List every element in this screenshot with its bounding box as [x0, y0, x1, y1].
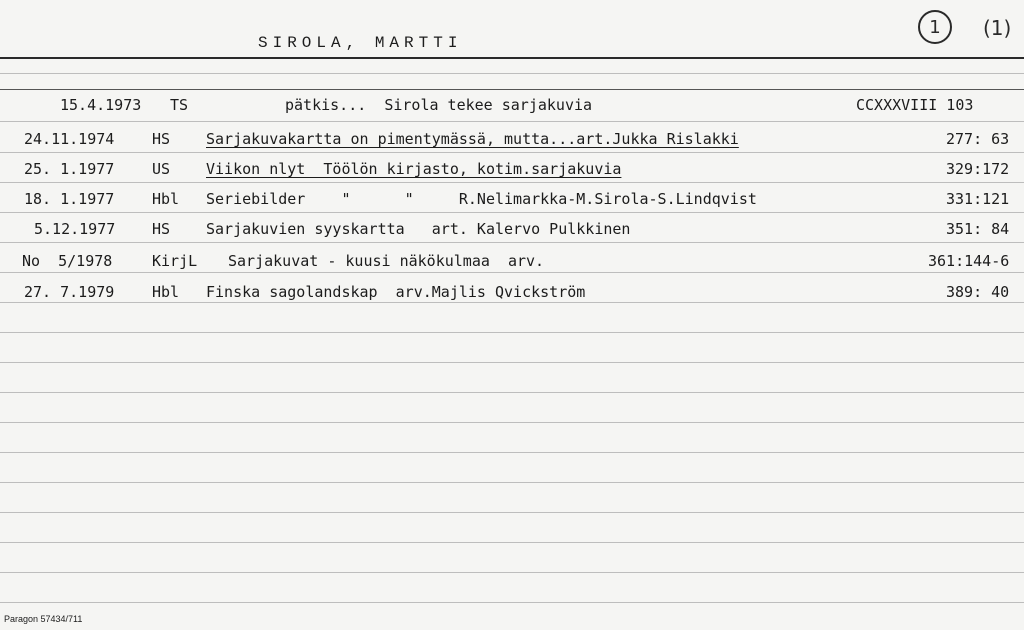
rule-line [0, 422, 1024, 423]
rule-line [0, 512, 1024, 513]
rule-line [0, 182, 1024, 183]
entry-text: Sarjakuvakartta on pimentymässä, mutta...art.Jukka Rislakki [206, 130, 739, 148]
entry-ref: 277: 63 [946, 130, 1010, 148]
rule-line [0, 152, 1024, 153]
entry-row [0, 283, 1024, 305]
entry-source: HS [152, 130, 171, 148]
rule-line [0, 212, 1024, 213]
entry-source: HS [152, 220, 171, 238]
entry-date: 27. 7.1979 [24, 283, 115, 301]
entry-date: 5.12.1977 [34, 220, 116, 238]
card-title: SIROLA, MARTTI [258, 34, 463, 52]
entry-row [0, 96, 1024, 118]
rule-line [0, 121, 1024, 122]
title-rule [0, 57, 1024, 59]
rule-line [0, 452, 1024, 453]
entry-text: Seriebilder " " R.Nelimarkka-M.Sirola-S.Lindqvist [206, 190, 757, 208]
entry-row [0, 160, 1024, 182]
entry-ref: 329:172 [946, 160, 1010, 178]
entry-text: Sarjakuvat - kuusi näkökulmaa arv. [228, 252, 545, 270]
entry-source: TS [170, 96, 189, 114]
entry-text: Sarjakuvien syyskartta art. Kalervo Pulkkinen [206, 220, 631, 238]
parenthesized-number-mark: (1) [983, 16, 1012, 40]
rule-line [0, 392, 1024, 393]
entry-ref: 331:121 [946, 190, 1010, 208]
entry-date: 15.4.1973 [60, 96, 142, 114]
entry-date: No 5/1978 [22, 252, 113, 270]
entry-text: Finska sagolandskap arv.Majlis Qvickström [206, 283, 586, 301]
rule-line [0, 362, 1024, 363]
entry-ref: CCXXXVIII 103 [856, 96, 974, 114]
rule-line [0, 482, 1024, 483]
entry-row [0, 190, 1024, 212]
entry-source: Hbl [152, 283, 180, 301]
entry-date: 25. 1.1977 [24, 160, 115, 178]
entry-row [0, 252, 1024, 274]
entry-text: pätkis... Sirola tekee sarjakuvia [285, 96, 593, 114]
entry-ref: 389: 40 [946, 283, 1010, 301]
rule-line [0, 73, 1024, 74]
card-footer: Paragon 57434/711 [4, 614, 83, 624]
entry-ref: 361:144-6 [928, 252, 1010, 270]
rule-line [0, 242, 1024, 243]
circled-number-mark: 1 [918, 10, 952, 44]
entry-source: KirjL [152, 252, 198, 270]
entry-source: US [152, 160, 171, 178]
entry-text: Viikon nlyt Töölön kirjasto, kotim.sarjakuvia [206, 160, 622, 178]
entry-row [0, 130, 1024, 152]
rule-line [0, 602, 1024, 603]
entry-date: 24.11.1974 [24, 130, 115, 148]
rule-line [0, 542, 1024, 543]
rule-line [0, 572, 1024, 573]
entry-ref: 351: 84 [946, 220, 1010, 238]
rule-line [0, 332, 1024, 333]
entry-source: Hbl [152, 190, 180, 208]
entry-row [0, 220, 1024, 242]
entry-date: 18. 1.1977 [24, 190, 115, 208]
header-rule [0, 89, 1024, 90]
